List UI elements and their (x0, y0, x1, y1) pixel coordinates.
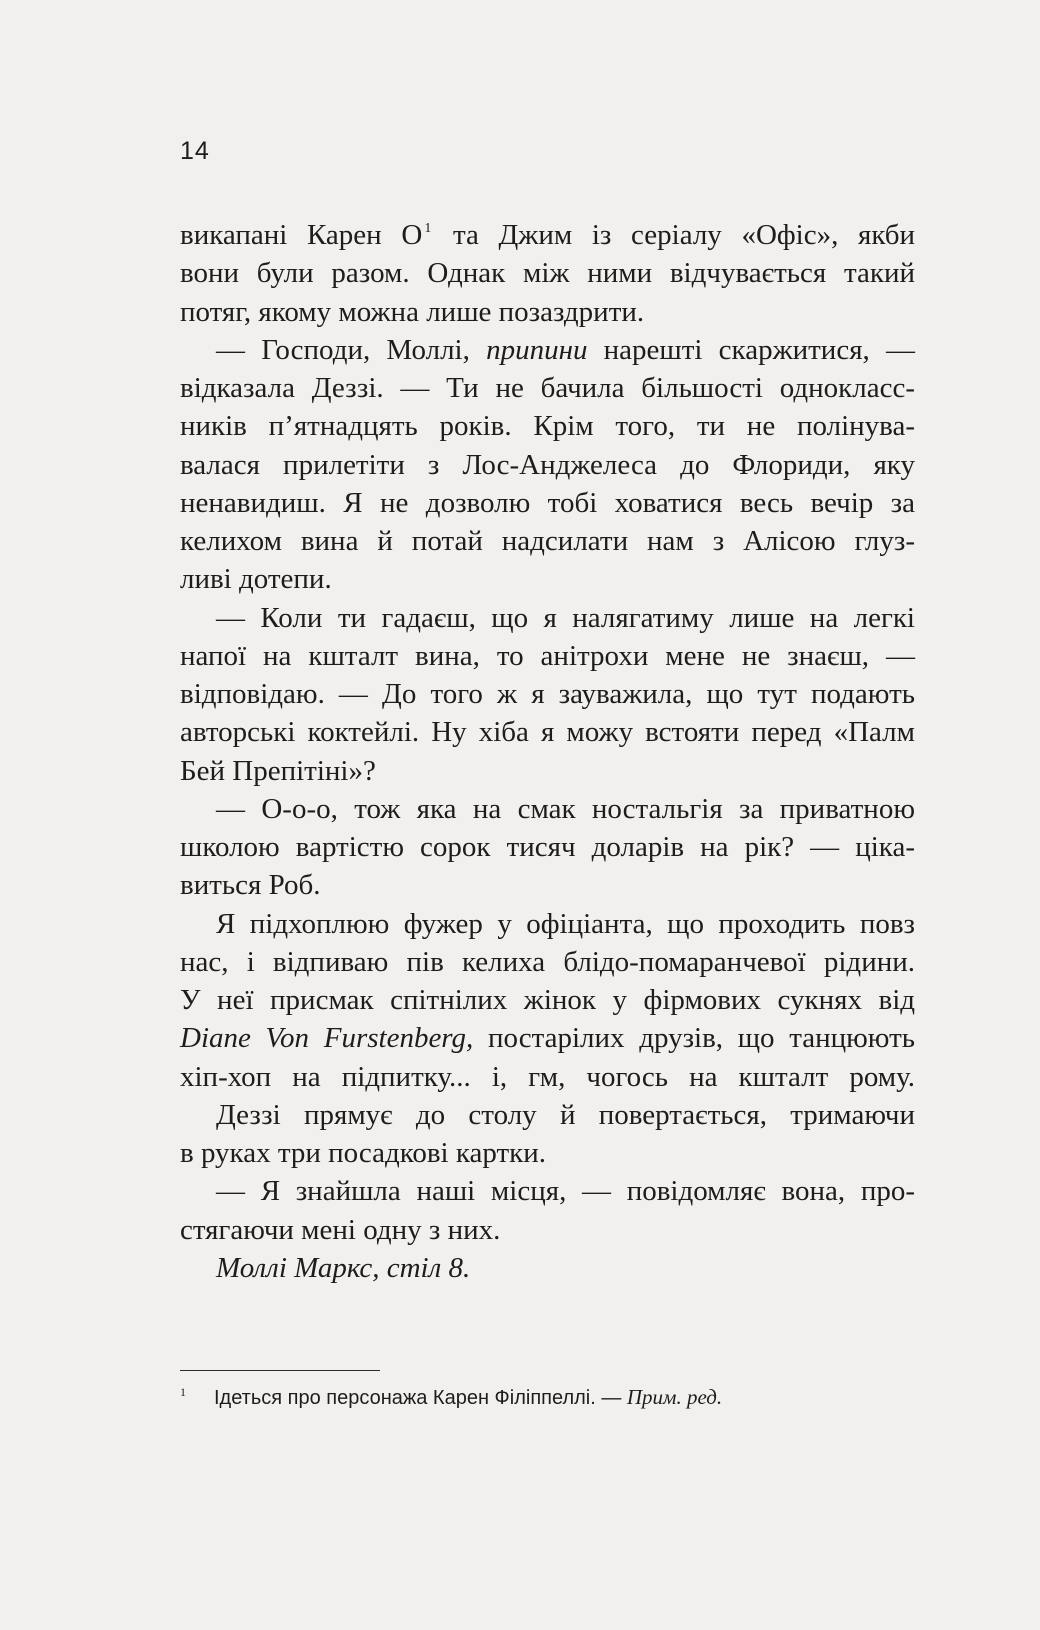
text-line: валася прилетіти з Лос-Анджелеса до Флориди, яку (180, 448, 915, 481)
text-line: стягаючи мені одну з них. (180, 1213, 501, 1246)
text-line: в руках три посадкові картки. (180, 1137, 547, 1169)
text-line: авторські коктейлі. Ну хіба я можу встояти перед «Палм (180, 716, 915, 749)
text-line: У неї присмак спітнілих жінок у фірмових сукнях від (180, 984, 915, 1016)
footnote-text: Ідеться про персонажа Карен Філіппеллі. — (214, 1387, 627, 1409)
text-line: відказала Деззі. — Ти не бачила більшості однокласс- (180, 372, 915, 404)
text-line: ників п’ятнадцять років. Крім того, ти не полінува- (180, 410, 915, 443)
text-line: відповідаю. — До того ж я зауважила, що тут подають (180, 678, 915, 710)
emphasis: припини (486, 333, 588, 366)
text-line: хіп-хоп на підпитку... і, гм, чогось на кшталт рому. (180, 1060, 915, 1093)
emphasis: Моллі Маркс, стіл 8. (216, 1251, 471, 1284)
text-line: вони були разом. Однак між ними відчувається такий (180, 257, 915, 290)
text-line: — Коли ти гадаєш, що я налягатиму лише на легкі (216, 601, 915, 634)
text-line: Бей Препітіні»? (180, 754, 376, 787)
text-line: ненавидиш. Я не дозволю тобі ховатися весь вечір за (180, 486, 915, 519)
text-line: школою вартістю сорок тисяч доларів на рік? — ціка- (180, 831, 915, 863)
text-line: Деззі прямує до столу й повертається, тримаючи (216, 1098, 915, 1131)
text-line: виться Роб. (180, 869, 321, 902)
footnote-divider (180, 1370, 380, 1371)
emphasis: Diane Von Furstenberg, (180, 1022, 474, 1055)
footnote: 1 Ідеться про персонажа Карен Філіппеллі. — Прим. ред. (180, 1385, 723, 1409)
text-line: потяг, якому можна лише позаздрити. (180, 295, 645, 328)
text-line: нас, і відпиваю пів келиха блідо-помаранчевої рідини. (180, 945, 915, 978)
text-line: ливі дотепи. (180, 563, 332, 596)
text-line: напої на кшталт вина, то анітрохи мене не знаєш, — (180, 639, 915, 672)
text-line: — О-о-о, тож яка на смак ностальгія за приватною (216, 792, 915, 825)
text-line: Diane Von Furstenberg, постарілих друзів, що танцюють (180, 1022, 915, 1055)
text-line: викапані Карен О $^1$ та Джим із серіалу «Офіс», якби (180, 219, 915, 251)
text-line: Я підхоплюю фужер у офіціанта, що проходить повз (216, 907, 915, 940)
text-line: келихом вина й потай надсилати нам з Алісою глуз- (180, 525, 915, 557)
footnote-editor-note: Прим. ред. (626, 1385, 723, 1409)
text-line (180, 1249, 915, 1287)
text-line: — Я знайшла наші місця, — повідомляє вона, про- (216, 1175, 915, 1208)
page-number: 14 (180, 137, 210, 165)
body-text (180, 216, 915, 1287)
text-line: — Господи, Моллі, припини нарешті скаржитися, — (216, 333, 915, 366)
footnote-reference[interactable]: 1 (424, 221, 432, 236)
